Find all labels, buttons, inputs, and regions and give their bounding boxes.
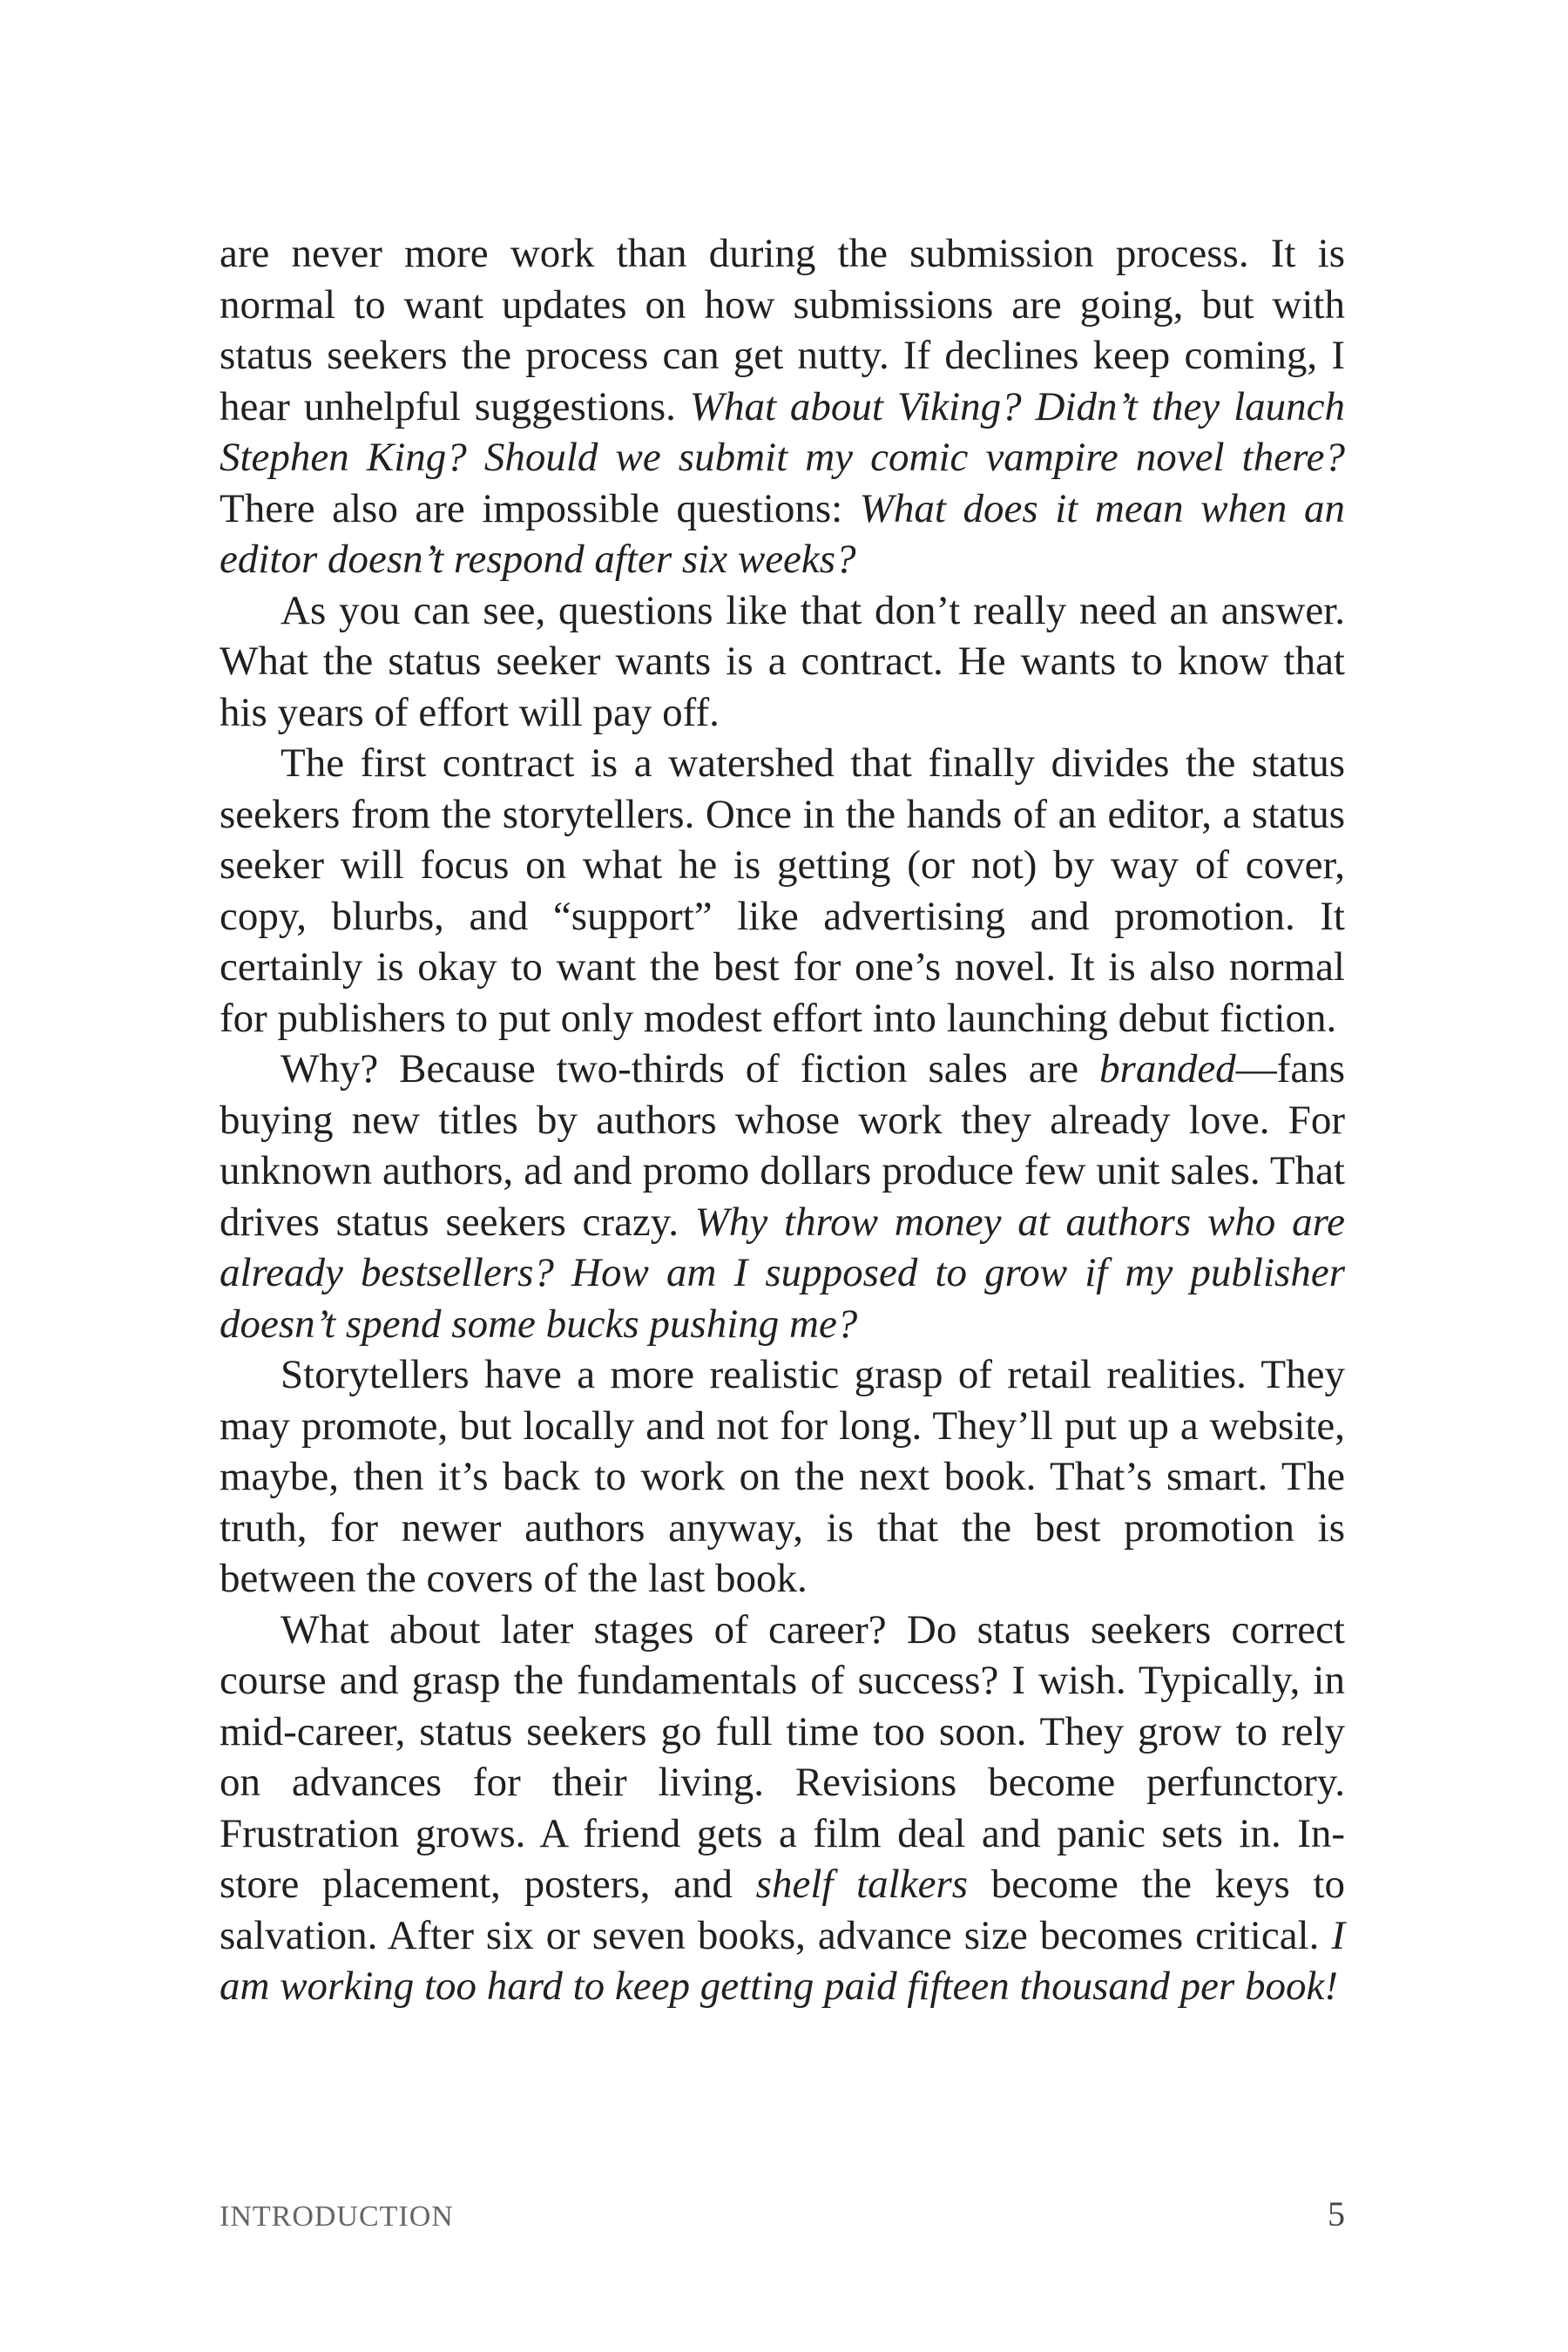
paragraph-text: become the keys to salvation. After six or seven books, advance size becomes critical. — [220, 1862, 1345, 1958]
paragraph — [220, 1605, 1345, 2012]
italic-text: branded — [1099, 1046, 1236, 1092]
italic-text: What does it mean when an editor doesn’t respond after six weeks? — [220, 485, 1345, 582]
paragraph-text: There also are impossible questions: — [220, 485, 860, 531]
paragraph-text: As you can see, questions like that don’t really need an answer. What the status seeker wants is a contract. He wants to know that his years of effort will pay off. — [220, 587, 1345, 735]
body-text — [220, 228, 1345, 2012]
paragraph — [220, 1044, 1345, 1349]
paragraph-text: Why? Because two-thirds of fiction sales are — [280, 1046, 1100, 1092]
paragraph — [220, 1349, 1345, 1605]
italic-text: Why throw money at authors who are already bestsellers? How am I supposed to grow if my publisher doesn’t spend some bucks pushing me? — [220, 1199, 1345, 1347]
paragraph — [220, 738, 1345, 1044]
paragraph-text: are never more work than during the submission process. It is normal to want updates on how submissions are going, but with status seekers the process can get nutty. If declines keep coming, I hear unhelpful suggestions. — [220, 231, 1345, 429]
italic-text: I am working too hard to keep getting paid fifteen thousand per book! — [220, 1912, 1345, 2009]
paragraph — [220, 228, 1345, 585]
page-number: 5 — [1328, 2194, 1345, 2234]
paragraph — [220, 585, 1345, 739]
italic-text: What about Viking? Didn’t they launch Stephen King? Should we submit my comic vampire novel there? — [220, 383, 1345, 480]
paragraph-text: Storytellers have a more realistic grasp of retail realities. They may promote, but locally and not for long. They’ll put up a website, maybe, then it’s back to work on the next book. That’s smart. The truth, for newer authors anyway, is that the best promotion is between the covers of the last book. — [220, 1352, 1345, 1601]
running-footer-section: INTRODUCTION — [220, 2200, 454, 2233]
italic-text: shelf talkers — [755, 1862, 969, 1907]
paragraph-text: The first contract is a watershed that finally divides the status seekers from the storytellers. Once in the hands of an editor, a status seeker will focus on what he is getting (or not) by way of cover, copy, blurbs, and “support” like advertising and promotion. It certainly is okay to want the best for one’s novel. It is also normal for publishers to put only modest effort into launching debut fiction. — [220, 740, 1345, 1041]
paragraph-text: —fans buying new titles by authors whose work they already love. For unknown authors, ad and promo dollars produce few unit sales. That drives status seekers crazy. — [220, 1046, 1345, 1245]
paragraph-text: What about later stages of career? Do status seekers correct course and grasp the fundamentals of success? I wish. Typically, in mid-career, status seekers go full time too soon. They grow to rely on advances for their living. Revisions become perfunctory. Frustration grows. A friend gets a film deal and panic sets in. In-store placement, posters, and — [220, 1606, 1345, 1907]
